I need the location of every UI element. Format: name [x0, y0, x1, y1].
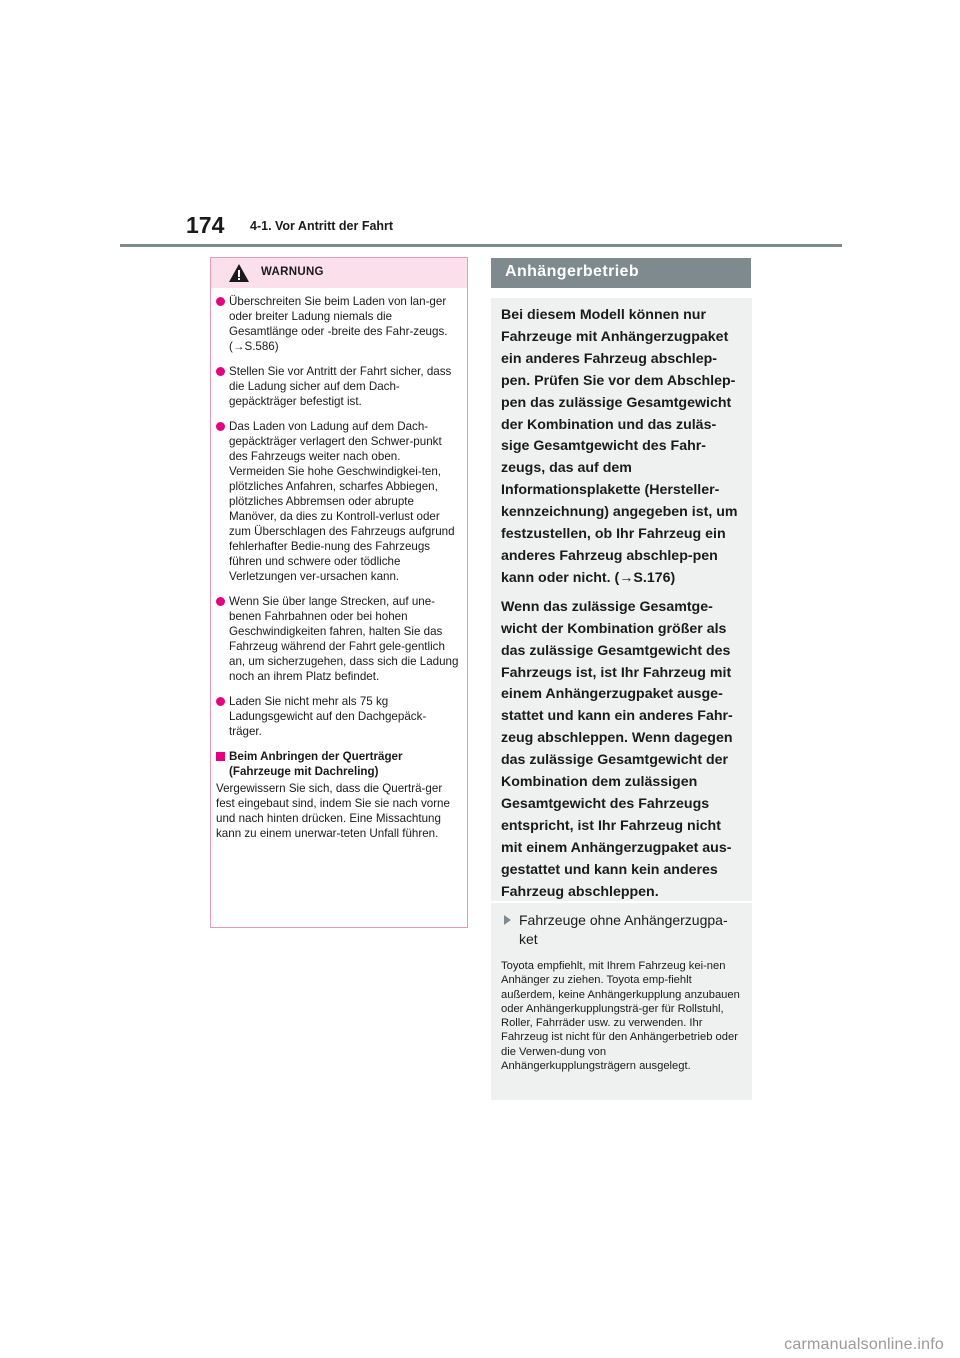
- bullet-dot-icon: [216, 297, 225, 306]
- bullet-dot-icon: [216, 422, 225, 431]
- warning-bullet-text: Wenn Sie über lange Strecken, auf une-benen Fahrbahnen oder bei hohen Geschwindigkeiten fahren, halten Sie das Fahrzeug während der Fahrt gele-gentlich an, um sicherzugehen, dass sich die Ladung noch an ihrem Platz befindet.: [229, 595, 459, 683]
- warning-bullet: [216, 364, 459, 409]
- page-number: 174: [186, 212, 225, 238]
- subsection-title: [501, 911, 742, 949]
- warning-subtext: Vergewissern Sie sich, dass die Querträ-ger fest eingebaut sind, indem Sie sie nach vorne und nach hinten drücken. Eine Missachtung kann zu einem unerwar-teten Unfall führen.: [216, 782, 450, 840]
- trailer-paragraph-2: Wenn das zulässige Gesamtge-wicht der Kombination größer als das zulässige Gesamtgewicht des Fahrzeugs ist, ist Ihr Fahrzeug mit einem Anhängerzugpaket ausge-stattet und kann ein anderes Fahr-zeug abschleppen. Wenn dagegen das zulässige Gesamtgewicht der Kombination dem zulässigen Gesamtgewicht des Fahrzeugs entspricht, ist Ihr Fahrzeug nicht mit einem Anhängerzugpaket aus-gestattet und kann kein anderes Fahrzeug abschleppen.: [501, 598, 733, 900]
- warning-bullet-text: Laden Sie nicht mehr als 75 kg Ladungsgewicht auf den Dachgepäck-träger.: [229, 695, 427, 738]
- subsection-title-text: Fahrzeuge ohne Anhängerzugpa-ket: [519, 912, 728, 947]
- section-title: 4-1. Vor Antritt der Fahrt: [250, 219, 394, 233]
- subsection-divider: [491, 901, 752, 903]
- warning-bullet: [216, 294, 459, 354]
- watermark: carmanualsonline.info: [784, 1336, 944, 1353]
- trailer-subsection: [491, 901, 752, 1100]
- warning-bullet-text: Das Laden von Ladung auf dem Dach-gepäckträger verlagert den Schwer-punkt des Fahrzeugs weiter nach oben. Vermeiden Sie hohe Geschwindigkei-ten, plötzliches Anfahren, scharfes Abbiegen, plötzliches Abbremsen oder abrupte Manöver, da dies zu Kontroll-verlust oder zum Überschlagen des Fahrzeugs aufgrund fehlerhafter Bedie-nung des Fahrzeugs führen und schwere oder tödliche Verletzungen ver-ursachen kann.: [229, 420, 455, 583]
- header-rule: [120, 244, 842, 247]
- trailer-intro-box: [491, 298, 752, 902]
- warning-body: [211, 288, 467, 841]
- warning-subheading-text: Beim Anbringen der Querträger (Fahrzeuge mit Dachreling): [229, 750, 403, 778]
- bullet-dot-icon: [216, 367, 225, 376]
- warning-bullet: [216, 694, 459, 739]
- bullet-dot-icon: [216, 697, 225, 706]
- trailer-heading: Anhängerbetrieb: [491, 258, 751, 288]
- warning-bullet-text: Überschreiten Sie beim Laden von lan-ger oder breiter Ladung niemals die Gesamtlänge oder -breite des Fahr-zeugs. (→S.586): [229, 295, 448, 353]
- warning-bullet: [216, 419, 459, 584]
- warning-header: [211, 258, 467, 288]
- warning-label: WARNUNG: [261, 266, 324, 278]
- warning-triangle-icon: [228, 263, 250, 283]
- warning-box: [210, 257, 468, 928]
- warning-subheading: [216, 749, 459, 779]
- warning-bullet: [216, 594, 459, 684]
- subsection-text: Toyota empfiehlt, mit Ihrem Fahrzeug kei-nen Anhänger zu ziehen. Toyota emp-fiehlt außerdem, keine Anhängerkupplung anzubauen oder Anhängerkupplungsträ-ger für Rollstuhl, Roller, Fahrräder usw. zu verwenden. Ihr Fahrzeug ist nicht für den Anhängerbetrieb oder die Verwen-dung von Anhängerkupplungsträgern ausgelegt.: [501, 960, 740, 1073]
- square-bullet-icon: [216, 752, 225, 761]
- bullet-dot-icon: [216, 597, 225, 606]
- arrow-right-icon: [504, 915, 511, 925]
- warning-bullet-text: Stellen Sie vor Antritt der Fahrt sicher, dass die Ladung sicher auf dem Dach-gepäckträger befestigt ist.: [229, 365, 452, 408]
- trailer-paragraph-1: Bei diesem Modell können nur Fahrzeuge mit Anhängerzugpaket ein anderes Fahrzeug abschlep-pen. Prüfen Sie vor dem Abschlep-pen das zulässige Gesamtgewicht der Kombination und das zuläs-sige Gesamtgewicht des Fahr-zeugs, das auf dem Informationsplakette (Hersteller-kennzeichnung) angegeben ist, um festzustellen, ob Ihr Fahrzeug ein anderes Fahrzeug abschlep-pen kann oder nicht. (→S.176): [501, 307, 738, 586]
